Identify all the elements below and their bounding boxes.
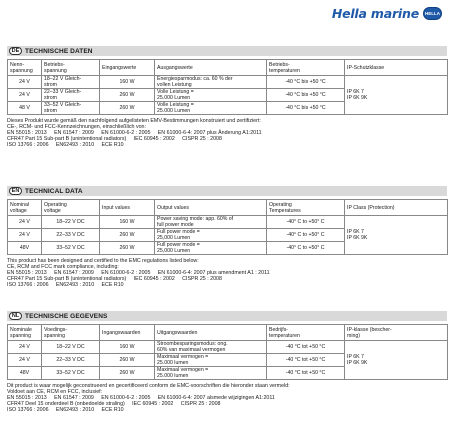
- cell: 260 W: [100, 229, 155, 242]
- table-header-row: [8, 60, 448, 76]
- cell: 24 V: [8, 229, 42, 242]
- cell: 260 W: [100, 89, 155, 102]
- section-header: [7, 186, 447, 196]
- cell: -40 °C tot +50 °C: [267, 354, 345, 367]
- cell: Volle Leistung = 25.000 Lumen: [155, 89, 267, 102]
- cell: -40 °C bis +50 °C: [267, 102, 345, 115]
- section-nl: [7, 311, 447, 413]
- emc-notes: Dieses Produkt wurde gemäß den nachfolgend aufgelisteten EMV-Bestimmungen konstruiert und zertifiziert: CE-, RCM- und FCC-Kennzeichnungen, einschließlich von: EN 55015 : 2013 EN 61547 : 2009 EN 61000-6-2 : 2005 EN 61000-6-4: 2007 plus Änderung A1:2011 CFR47 Part 15 Sub-part B (unintentional radiators) IEC 60945 : 2002 CISPR 25 : 2008 ISO 13766 : 2006 EN62493 : 2010 ECE R10: [7, 118, 262, 149]
- cell: 18–22 V DC: [42, 341, 100, 354]
- cell: Volle Leistung = 25.000 Lumen: [155, 102, 267, 115]
- table-header-row: [8, 200, 448, 216]
- col-header: Nenn- spannung: [8, 60, 42, 76]
- table-row: [8, 216, 448, 229]
- col-header: Operating voltage: [42, 200, 100, 216]
- cell: -40° C to +50° C: [267, 229, 345, 242]
- cell: 24 V: [8, 76, 42, 89]
- col-header: Uitgangswaarden: [155, 325, 267, 341]
- cell: 18–22 V Gleich- strom: [42, 76, 100, 89]
- cell: 160 W: [100, 76, 155, 89]
- cell: 48V: [8, 367, 42, 380]
- section-header: [7, 46, 447, 56]
- language-code-badge: DE: [9, 47, 22, 55]
- cell: 18–22 V DC: [42, 216, 100, 229]
- cell: 33–52 V DC: [42, 367, 100, 380]
- col-header: Nominale spanning: [8, 325, 42, 341]
- section-title: TECHNICAL DATA: [25, 187, 83, 195]
- cell: 24 V: [8, 216, 42, 229]
- hella-badge-icon: HELLA: [423, 7, 442, 20]
- tech-data-table: [7, 199, 448, 255]
- section-title: TECHNISCHE GEGEVENS: [25, 312, 108, 320]
- col-header: IP Class (Protection): [345, 200, 448, 216]
- cell: -40 °C tot +50 °C: [267, 341, 345, 354]
- cell: 160 W: [100, 216, 155, 229]
- section-en: [7, 186, 447, 288]
- cell: 24 V: [8, 341, 42, 354]
- ip-class-cell: IP 6K 7 IP 6K 9K: [345, 216, 448, 255]
- section-de: [7, 46, 447, 148]
- language-code-badge: EN: [9, 187, 22, 195]
- cell: 24 V: [8, 354, 42, 367]
- cell: 48 V: [8, 102, 42, 115]
- tech-data-table: [7, 324, 448, 380]
- cell: Maximaal vermogen = 25.000 lumen: [155, 354, 267, 367]
- col-header: Ausgangswerte: [155, 60, 267, 76]
- emc-notes: This product has been designed and certified to the EMC regulations listed below: CE, RCM and FCC mark compliance, including: EN 55015 : 2013 EN 61547 : 2009 EN 61000-6-2 : 2005 EN 61000-6-4: 2007 plus amendment A1 : 2011 CFR47 Part 15 Sub-part B (unintentional radiators) IEC 60945 : 2002 CISPR 25 : 2008 ISO 13766 : 2006 EN62493 : 2010 ECE R10: [7, 258, 270, 289]
- brand-name: Hella marine: [331, 5, 419, 21]
- ip-class-cell: IP 6K 7 IP 6K 9K: [345, 341, 448, 380]
- cell: Stroombesparingsmodus: ong. 60% van maximaal vermogen: [155, 341, 267, 354]
- cell: -40 °C tot +50 °C: [267, 367, 345, 380]
- cell: -40° C to +50° C: [267, 242, 345, 255]
- col-header: Operating Temperatures: [267, 200, 345, 216]
- cell: Energiesparmodus: ca. 60 % der vollen Leistung: [155, 76, 267, 89]
- cell: -40 °C bis +50 °C: [267, 76, 345, 89]
- cell: Full power mode = 25,000 Lumen: [155, 242, 267, 255]
- col-header: Betriebs- spannung: [42, 60, 100, 76]
- col-header: Eingangswerte: [100, 60, 155, 76]
- col-header: Betriebs- temperaturen: [267, 60, 345, 76]
- table-row: [8, 341, 448, 354]
- cell: 48V: [8, 242, 42, 255]
- table-header-row: [8, 325, 448, 341]
- cell: Full power mode = 25,000 Lumen: [155, 229, 267, 242]
- cell: 22–33 V DC: [42, 354, 100, 367]
- col-header: IP-Schutzklasse: [345, 60, 448, 76]
- ip-class-cell: IP 6K 7 IP 6K 9K: [345, 76, 448, 115]
- cell: 260 W: [100, 367, 155, 380]
- cell: 22–33 V Gleich- strom: [42, 89, 100, 102]
- cell: 22–33 V DC: [42, 229, 100, 242]
- cell: 260 W: [100, 102, 155, 115]
- col-header: IP-klasse (bescher- ming): [345, 325, 448, 341]
- cell: 160 W: [100, 341, 155, 354]
- col-header: Ingangswaarden: [100, 325, 155, 341]
- col-header: Nominal voltage: [8, 200, 42, 216]
- cell: 33–52 V Gleich- strom: [42, 102, 100, 115]
- cell: 260 W: [100, 242, 155, 255]
- col-header: Output values: [155, 200, 267, 216]
- tech-data-table: [7, 59, 448, 115]
- cell: -40° C to +50° C: [267, 216, 345, 229]
- cell: 260 W: [100, 354, 155, 367]
- cell: 24 V: [8, 89, 42, 102]
- cell: 33–52 V DC: [42, 242, 100, 255]
- language-code-badge: NL: [9, 312, 22, 320]
- emc-notes: Dit product is waar mogelijk geconstrueerd en gecertificeerd conform de EMC-voorschriften die hieronder staan vermeld: Voldoet aan CE, RCM en FCC, inclusief: EN 55015 : 2013 EN 61547 : 2009 EN 61000-6-2 : 2005 EN 61000-6-4: 2007 alsmede wijzigingen A1:2011 CFR47 Deel 15 onderdeel B (onbedoelde straling) IEC 60945 : 2002 CISPR 25 : 2008 ISO 13766 : 2006 EN62493 : 2010 ECE R10: [7, 383, 290, 414]
- col-header: Input values: [100, 200, 155, 216]
- hella-marine-logo: [332, 5, 442, 21]
- col-header: Bedrijfs- temperaturen: [267, 325, 345, 341]
- section-header: [7, 311, 447, 321]
- col-header: Voedings- spanning: [42, 325, 100, 341]
- cell: -40 °C bis +50 °C: [267, 89, 345, 102]
- cell: Power saving mode: app. 60% of full power mode: [155, 216, 267, 229]
- cell: Maximaal vermogen = 25.000 lumen: [155, 367, 267, 380]
- section-title: TECHNISCHE DATEN: [25, 47, 93, 55]
- table-row: [8, 76, 448, 89]
